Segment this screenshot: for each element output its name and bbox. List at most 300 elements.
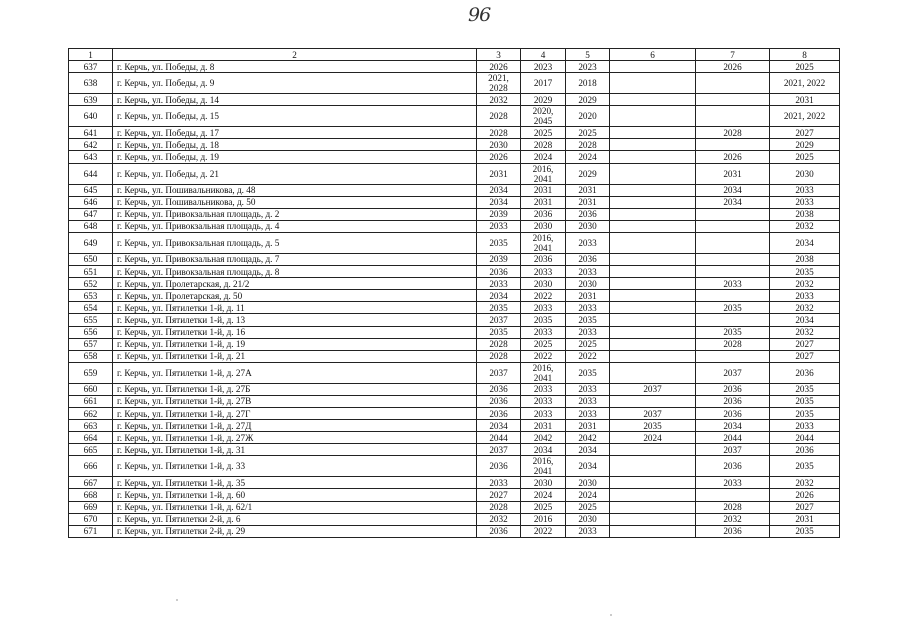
address-cell: г. Керчь, ул. Привокзальная площадь, д. 7: [113, 253, 477, 265]
col3-cell: 2034: [477, 184, 521, 196]
col4-cell: 2017: [521, 73, 566, 94]
table-row: [69, 266, 840, 278]
col8-cell: 2027: [770, 127, 840, 139]
col6-cell: [610, 513, 696, 525]
col6-cell: [610, 395, 696, 407]
row-number: 641: [69, 127, 113, 139]
col5-cell: 2024: [566, 489, 610, 501]
col3-cell: 2027: [477, 489, 521, 501]
table-row: [69, 278, 840, 290]
row-number: 650: [69, 253, 113, 265]
register-table: [68, 48, 840, 538]
col5-cell: 2036: [566, 253, 610, 265]
row-number: 658: [69, 350, 113, 362]
col8-cell: 2025: [770, 61, 840, 73]
col3-cell: 2036: [477, 383, 521, 395]
col3-cell: 2036: [477, 407, 521, 419]
col5-cell: 2034: [566, 456, 610, 477]
col7-cell: 2035: [696, 302, 770, 314]
column-header: 1: [69, 49, 113, 61]
col4-cell: 2042: [521, 432, 566, 444]
col7-cell: [696, 94, 770, 106]
table-row: [69, 326, 840, 338]
row-number: 660: [69, 383, 113, 395]
col5-cell: 2033: [566, 525, 610, 537]
col8-cell: 2032: [770, 302, 840, 314]
col4-cell: 2022: [521, 350, 566, 362]
col5-cell: 2033: [566, 266, 610, 278]
col4-cell: 2033: [521, 407, 566, 419]
col3-cell: 2034: [477, 196, 521, 208]
row-number: 637: [69, 61, 113, 73]
table-row: [69, 139, 840, 151]
col5-cell: 2018: [566, 73, 610, 94]
col8-cell: 2036: [770, 362, 840, 383]
col5-cell: 2029: [566, 163, 610, 184]
row-number: 651: [69, 266, 113, 278]
address-cell: г. Керчь, ул. Пятилетки 1-й, д. 27Г: [113, 407, 477, 419]
col5-cell: 2030: [566, 220, 610, 232]
address-cell: г. Керчь, ул. Победы, д. 17: [113, 127, 477, 139]
col8-cell: 2035: [770, 395, 840, 407]
col3-cell: 2026: [477, 61, 521, 73]
column-header: 8: [770, 49, 840, 61]
col3-cell: 2033: [477, 220, 521, 232]
row-number: 669: [69, 501, 113, 513]
col4-cell: 2033: [521, 395, 566, 407]
address-cell: г. Керчь, ул. Пятилетки 2-й, д. 29: [113, 525, 477, 537]
col5-cell: 2020: [566, 106, 610, 127]
col6-cell: 2024: [610, 432, 696, 444]
col7-cell: 2037: [696, 362, 770, 383]
col6-cell: [610, 489, 696, 501]
row-number: 667: [69, 477, 113, 489]
col7-cell: 2034: [696, 420, 770, 432]
table-row: [69, 106, 840, 127]
col7-cell: 2028: [696, 127, 770, 139]
col4-cell: 2020, 2045: [521, 106, 566, 127]
column-header: 5: [566, 49, 610, 61]
col5-cell: 2033: [566, 383, 610, 395]
col3-cell: 2036: [477, 395, 521, 407]
col5-cell: 2029: [566, 94, 610, 106]
col3-cell: 2028: [477, 501, 521, 513]
col7-cell: 2036: [696, 456, 770, 477]
col6-cell: [610, 220, 696, 232]
col7-cell: [696, 220, 770, 232]
address-cell: г. Керчь, ул. Пятилетки 1-й, д. 35: [113, 477, 477, 489]
address-cell: г. Керчь, ул. Пятилетки 1-й, д. 19: [113, 338, 477, 350]
row-number: 665: [69, 444, 113, 456]
col7-cell: 2033: [696, 477, 770, 489]
col7-cell: 2035: [696, 326, 770, 338]
col6-cell: [610, 139, 696, 151]
address-cell: г. Керчь, ул. Пролетарская, д. 50: [113, 290, 477, 302]
address-cell: г. Керчь, ул. Привокзальная площадь, д. 8: [113, 266, 477, 278]
col8-cell: 2034: [770, 314, 840, 326]
col5-cell: 2031: [566, 290, 610, 302]
col6-cell: [610, 302, 696, 314]
row-number: 640: [69, 106, 113, 127]
col3-cell: 2035: [477, 326, 521, 338]
col3-cell: 2028: [477, 350, 521, 362]
address-cell: г. Керчь, ул. Пошивальникова, д. 48: [113, 184, 477, 196]
table-row: [69, 395, 840, 407]
col3-cell: 2037: [477, 362, 521, 383]
col6-cell: [610, 456, 696, 477]
col6-cell: [610, 362, 696, 383]
col5-cell: 2042: [566, 432, 610, 444]
table-row: [69, 94, 840, 106]
column-header: 7: [696, 49, 770, 61]
col8-cell: 2031: [770, 513, 840, 525]
col7-cell: 2032: [696, 513, 770, 525]
row-number: 646: [69, 196, 113, 208]
row-number: 666: [69, 456, 113, 477]
table-row: [69, 290, 840, 302]
address-cell: г. Керчь, ул. Пятилетки 2-й, д. 6: [113, 513, 477, 525]
address-cell: г. Керчь, ул. Пятилетки 1-й, д. 27Д: [113, 420, 477, 432]
table-row: [69, 302, 840, 314]
column-header: 4: [521, 49, 566, 61]
address-cell: г. Керчь, ул. Пятилетки 1-й, д. 16: [113, 326, 477, 338]
col4-cell: 2024: [521, 489, 566, 501]
table-row: [69, 477, 840, 489]
col7-cell: 2036: [696, 383, 770, 395]
col3-cell: 2028: [477, 106, 521, 127]
col3-cell: 2036: [477, 266, 521, 278]
col7-cell: 2028: [696, 338, 770, 350]
col7-cell: 2044: [696, 432, 770, 444]
col8-cell: 2021, 2022: [770, 106, 840, 127]
col7-cell: [696, 266, 770, 278]
col8-cell: 2031: [770, 94, 840, 106]
address-cell: г. Керчь, ул. Привокзальная площадь, д. 5: [113, 232, 477, 253]
table-row: [69, 362, 840, 383]
row-number: 656: [69, 326, 113, 338]
row-number: 671: [69, 525, 113, 537]
col6-cell: [610, 290, 696, 302]
col7-cell: [696, 290, 770, 302]
col4-cell: 2031: [521, 196, 566, 208]
row-number: 652: [69, 278, 113, 290]
col4-cell: 2036: [521, 208, 566, 220]
col3-cell: 2039: [477, 208, 521, 220]
col4-cell: 2016, 2041: [521, 232, 566, 253]
col4-cell: 2022: [521, 525, 566, 537]
address-cell: г. Керчь, ул. Победы, д. 14: [113, 94, 477, 106]
table-body: [69, 61, 840, 538]
table-row: [69, 513, 840, 525]
col7-cell: [696, 314, 770, 326]
row-number: 653: [69, 290, 113, 302]
row-number: 647: [69, 208, 113, 220]
col5-cell: 2033: [566, 407, 610, 419]
address-cell: г. Керчь, ул. Привокзальная площадь, д. 2: [113, 208, 477, 220]
col6-cell: 2037: [610, 407, 696, 419]
col5-cell: 2033: [566, 302, 610, 314]
column-header: 3: [477, 49, 521, 61]
table-row: [69, 253, 840, 265]
col4-cell: 2025: [521, 501, 566, 513]
col7-cell: [696, 208, 770, 220]
row-number: 649: [69, 232, 113, 253]
row-number: 644: [69, 163, 113, 184]
column-header: 6: [610, 49, 696, 61]
col6-cell: [610, 232, 696, 253]
col4-cell: 2033: [521, 266, 566, 278]
col3-cell: 2035: [477, 232, 521, 253]
row-number: 648: [69, 220, 113, 232]
address-cell: г. Керчь, ул. Пятилетки 1-й, д. 33: [113, 456, 477, 477]
col4-cell: 2025: [521, 127, 566, 139]
table-row: [69, 208, 840, 220]
row-number: 662: [69, 407, 113, 419]
col4-cell: 2029: [521, 94, 566, 106]
col8-cell: 2035: [770, 407, 840, 419]
address-cell: г. Керчь, ул. Пятилетки 1-й, д. 62/1: [113, 501, 477, 513]
address-cell: г. Керчь, ул. Пятилетки 1-й, д. 27В: [113, 395, 477, 407]
address-cell: г. Керчь, ул. Победы, д. 15: [113, 106, 477, 127]
col5-cell: 2025: [566, 127, 610, 139]
row-number: 642: [69, 139, 113, 151]
col3-cell: 2037: [477, 314, 521, 326]
row-number: 639: [69, 94, 113, 106]
col8-cell: 2035: [770, 456, 840, 477]
col3-cell: 2030: [477, 139, 521, 151]
col3-cell: 2035: [477, 302, 521, 314]
col8-cell: 2027: [770, 338, 840, 350]
col8-cell: 2025: [770, 151, 840, 163]
page-number: 96: [468, 4, 491, 26]
col8-cell: 2032: [770, 220, 840, 232]
col3-cell: 2026: [477, 151, 521, 163]
col8-cell: 2044: [770, 432, 840, 444]
col5-cell: 2025: [566, 338, 610, 350]
col3-cell: 2028: [477, 127, 521, 139]
col5-cell: 2030: [566, 477, 610, 489]
table-row: [69, 314, 840, 326]
row-number: 655: [69, 314, 113, 326]
col3-cell: 2028: [477, 338, 521, 350]
table-row: [69, 525, 840, 537]
col3-cell: 2031: [477, 163, 521, 184]
address-cell: г. Керчь, ул. Пятилетки 1-й, д. 27А: [113, 362, 477, 383]
table-row: [69, 444, 840, 456]
table-row: [69, 501, 840, 513]
address-cell: г. Керчь, ул. Победы, д. 8: [113, 61, 477, 73]
col5-cell: 2035: [566, 314, 610, 326]
col6-cell: [610, 61, 696, 73]
col8-cell: 2032: [770, 477, 840, 489]
address-cell: г. Керчь, ул. Победы, д. 18: [113, 139, 477, 151]
table-row: [69, 350, 840, 362]
col8-cell: 2032: [770, 278, 840, 290]
header-row: [69, 49, 840, 61]
col6-cell: [610, 314, 696, 326]
col8-cell: 2033: [770, 196, 840, 208]
col6-cell: 2037: [610, 383, 696, 395]
col8-cell: 2030: [770, 163, 840, 184]
table-row: [69, 407, 840, 419]
col8-cell: 2035: [770, 266, 840, 278]
col3-cell: 2032: [477, 513, 521, 525]
col7-cell: [696, 232, 770, 253]
col6-cell: [610, 94, 696, 106]
col4-cell: 2035: [521, 314, 566, 326]
table-row: [69, 163, 840, 184]
col5-cell: 2030: [566, 278, 610, 290]
col6-cell: [610, 151, 696, 163]
col4-cell: 2025: [521, 338, 566, 350]
col4-cell: 2034: [521, 444, 566, 456]
col8-cell: 2038: [770, 253, 840, 265]
row-number: 654: [69, 302, 113, 314]
address-cell: г. Керчь, ул. Пятилетки 1-й, д. 11: [113, 302, 477, 314]
col7-cell: 2034: [696, 184, 770, 196]
col6-cell: [610, 278, 696, 290]
col3-cell: 2033: [477, 477, 521, 489]
col3-cell: 2034: [477, 290, 521, 302]
col4-cell: 2030: [521, 278, 566, 290]
col8-cell: 2033: [770, 184, 840, 196]
col8-cell: 2027: [770, 350, 840, 362]
col7-cell: 2037: [696, 444, 770, 456]
col8-cell: 2035: [770, 383, 840, 395]
address-cell: г. Керчь, ул. Пролетарская, д. 21/2: [113, 278, 477, 290]
address-cell: г. Керчь, ул. Пятилетки 1-й, д. 27Ж: [113, 432, 477, 444]
col4-cell: 2030: [521, 477, 566, 489]
table-row: [69, 220, 840, 232]
col6-cell: [610, 501, 696, 513]
col3-cell: 2037: [477, 444, 521, 456]
table-row: [69, 232, 840, 253]
col6-cell: [610, 208, 696, 220]
col8-cell: 2021, 2022: [770, 73, 840, 94]
table-row: [69, 127, 840, 139]
table-row: [69, 432, 840, 444]
col3-cell: 2044: [477, 432, 521, 444]
table-row: [69, 184, 840, 196]
col6-cell: [610, 266, 696, 278]
row-number: 664: [69, 432, 113, 444]
col8-cell: 2032: [770, 326, 840, 338]
col5-cell: 2031: [566, 420, 610, 432]
table-row: [69, 196, 840, 208]
address-cell: г. Керчь, ул. Пятилетки 1-й, д. 27Б: [113, 383, 477, 395]
col8-cell: 2036: [770, 444, 840, 456]
col6-cell: [610, 253, 696, 265]
col5-cell: 2036: [566, 208, 610, 220]
col3-cell: 2032: [477, 94, 521, 106]
col8-cell: 2027: [770, 501, 840, 513]
col5-cell: 2028: [566, 139, 610, 151]
row-number: 661: [69, 395, 113, 407]
table-row: [69, 61, 840, 73]
col7-cell: 2036: [696, 525, 770, 537]
col4-cell: 2023: [521, 61, 566, 73]
address-cell: г. Керчь, ул. Пятилетки 1-й, д. 60: [113, 489, 477, 501]
scan-speck: [610, 614, 612, 616]
col8-cell: 2034: [770, 232, 840, 253]
col5-cell: 2033: [566, 232, 610, 253]
address-cell: г. Керчь, ул. Привокзальная площадь, д. 4: [113, 220, 477, 232]
col5-cell: 2024: [566, 151, 610, 163]
col8-cell: 2026: [770, 489, 840, 501]
col4-cell: 2036: [521, 253, 566, 265]
col5-cell: 2035: [566, 362, 610, 383]
col4-cell: 2024: [521, 151, 566, 163]
col5-cell: 2033: [566, 395, 610, 407]
col7-cell: [696, 139, 770, 151]
col7-cell: 2031: [696, 163, 770, 184]
table-row: [69, 489, 840, 501]
col7-cell: 2036: [696, 395, 770, 407]
row-number: 670: [69, 513, 113, 525]
col3-cell: 2034: [477, 420, 521, 432]
col4-cell: 2016, 2041: [521, 163, 566, 184]
col5-cell: 2030: [566, 513, 610, 525]
address-cell: г. Керчь, ул. Победы, д. 9: [113, 73, 477, 94]
table-row: [69, 383, 840, 395]
address-cell: г. Керчь, ул. Победы, д. 19: [113, 151, 477, 163]
address-cell: г. Керчь, ул. Пошивальникова, д. 50: [113, 196, 477, 208]
table-row: [69, 73, 840, 94]
col3-cell: 2033: [477, 278, 521, 290]
table-row: [69, 338, 840, 350]
col8-cell: 2033: [770, 290, 840, 302]
address-cell: г. Керчь, ул. Пятилетки 1-й, д. 21: [113, 350, 477, 362]
col4-cell: 2028: [521, 139, 566, 151]
col7-cell: [696, 253, 770, 265]
col5-cell: 2025: [566, 501, 610, 513]
row-number: 657: [69, 338, 113, 350]
col5-cell: 2034: [566, 444, 610, 456]
col4-cell: 2016, 2041: [521, 456, 566, 477]
col6-cell: [610, 444, 696, 456]
table-row: [69, 420, 840, 432]
col8-cell: 2035: [770, 525, 840, 537]
col6-cell: 2035: [610, 420, 696, 432]
col5-cell: 2023: [566, 61, 610, 73]
col5-cell: 2022: [566, 350, 610, 362]
col4-cell: 2033: [521, 326, 566, 338]
col6-cell: [610, 326, 696, 338]
col6-cell: [610, 106, 696, 127]
col5-cell: 2031: [566, 184, 610, 196]
row-number: 663: [69, 420, 113, 432]
col4-cell: 2030: [521, 220, 566, 232]
address-cell: г. Керчь, ул. Победы, д. 21: [113, 163, 477, 184]
col4-cell: 2016: [521, 513, 566, 525]
col3-cell: 2036: [477, 456, 521, 477]
col6-cell: [610, 73, 696, 94]
col5-cell: 2031: [566, 196, 610, 208]
col7-cell: 2026: [696, 151, 770, 163]
col7-cell: [696, 489, 770, 501]
col3-cell: 2021, 2028: [477, 73, 521, 94]
col6-cell: [610, 525, 696, 537]
col6-cell: [610, 477, 696, 489]
col4-cell: 2016, 2041: [521, 362, 566, 383]
table-row: [69, 456, 840, 477]
col6-cell: [610, 163, 696, 184]
col3-cell: 2039: [477, 253, 521, 265]
col8-cell: 2038: [770, 208, 840, 220]
col4-cell: 2033: [521, 302, 566, 314]
col6-cell: [610, 196, 696, 208]
col7-cell: [696, 73, 770, 94]
